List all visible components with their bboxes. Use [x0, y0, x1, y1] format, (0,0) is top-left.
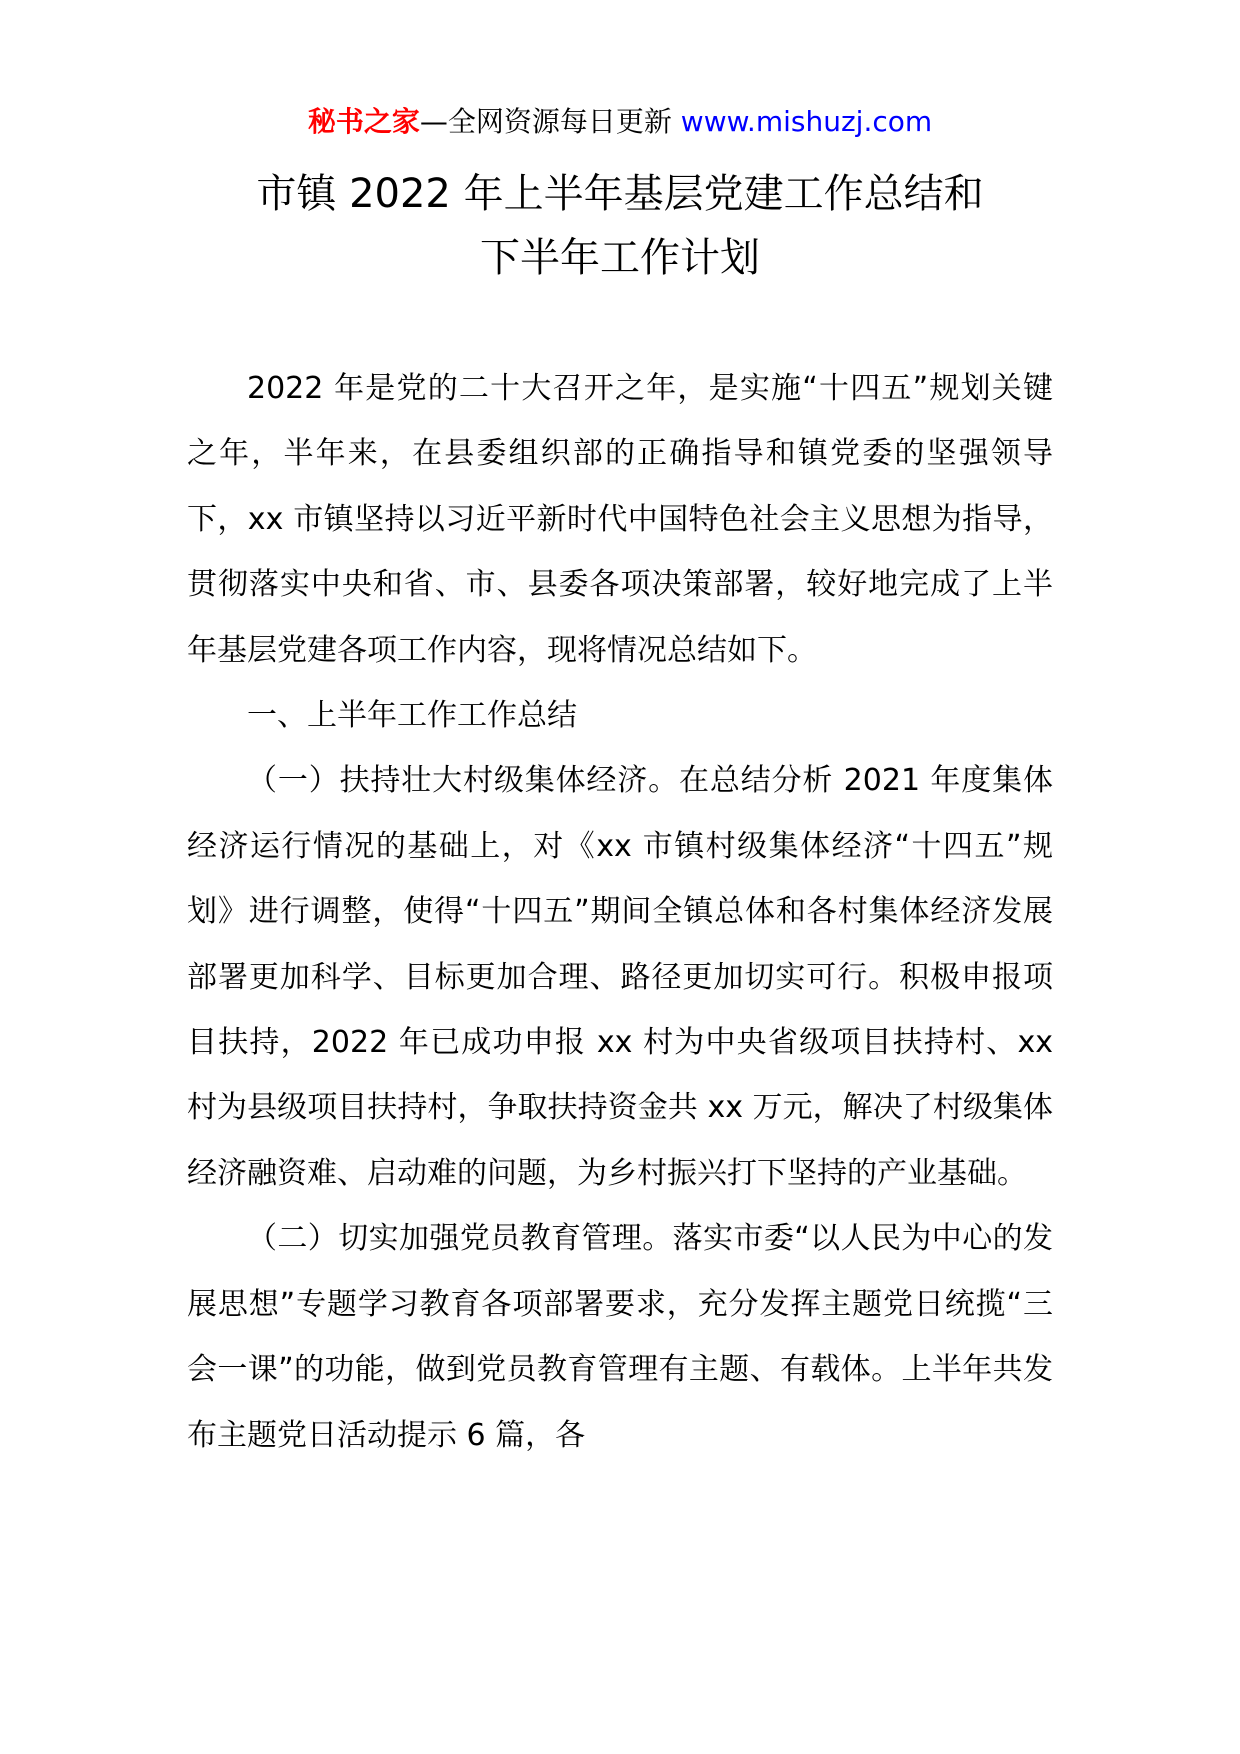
title-line-2: 下半年工作计划 [480, 235, 760, 281]
site-tagline: —全网资源每日更新 [419, 105, 672, 138]
paragraph-item-1: （一）扶持壮大村级集体经济。在总结分析 2021 年度集体经济运行情况的基础上，对《xx 市镇村级集体经济“十四五”规划》进行调整，使得“十四五”期间全镇总体和各村集体经济发展部署更加科学、目标更加合理、路径更加切实可行。积极申报项目扶持，2022 年已成功申报 xx 村为中央省级项目扶持村、xx 村为县级项目扶持村，争取扶持资金共 xx 万元，解决了村级集体经济融资难、启动难的问题，为乡村振兴打下坚持的产业基础。 [187, 763, 1053, 1191]
paragraph-intro: 2022 年是党的二十大召开之年，是实施“十四五”规划关键之年，半年来，在县委组织部的正确指导和镇党委的坚强领导下，xx 市镇坚持以习近平新时代中国特色社会主义思想为指导，贯彻落实中央和省、市、县委各项决策部署，较好地完成了上半年基层党建各项工作内容，现将情况总结如下。 [187, 371, 1053, 668]
title-line-1: 市镇 2022 年上半年基层党建工作总结和 [256, 171, 984, 217]
section-heading-1: 一、上半年工作工作总结 [247, 698, 577, 734]
document-title [0, 162, 1240, 290]
site-brand: 秘书之家 [307, 105, 420, 138]
document-body [187, 356, 1053, 1468]
watermark-header [0, 102, 1240, 142]
site-url-link[interactable]: www.mishuzj.com [680, 105, 933, 138]
paragraph-item-2: （二）切实加强党员教育管理。落实市委“以人民为中心的发展思想”专题学习教育各项部署要求，充分发挥主题党日统揽“三会一课”的功能，做到党员教育管理有主题、有载体。上半年共发布主题党日活动提示 6 篇，各 [187, 1221, 1053, 1453]
